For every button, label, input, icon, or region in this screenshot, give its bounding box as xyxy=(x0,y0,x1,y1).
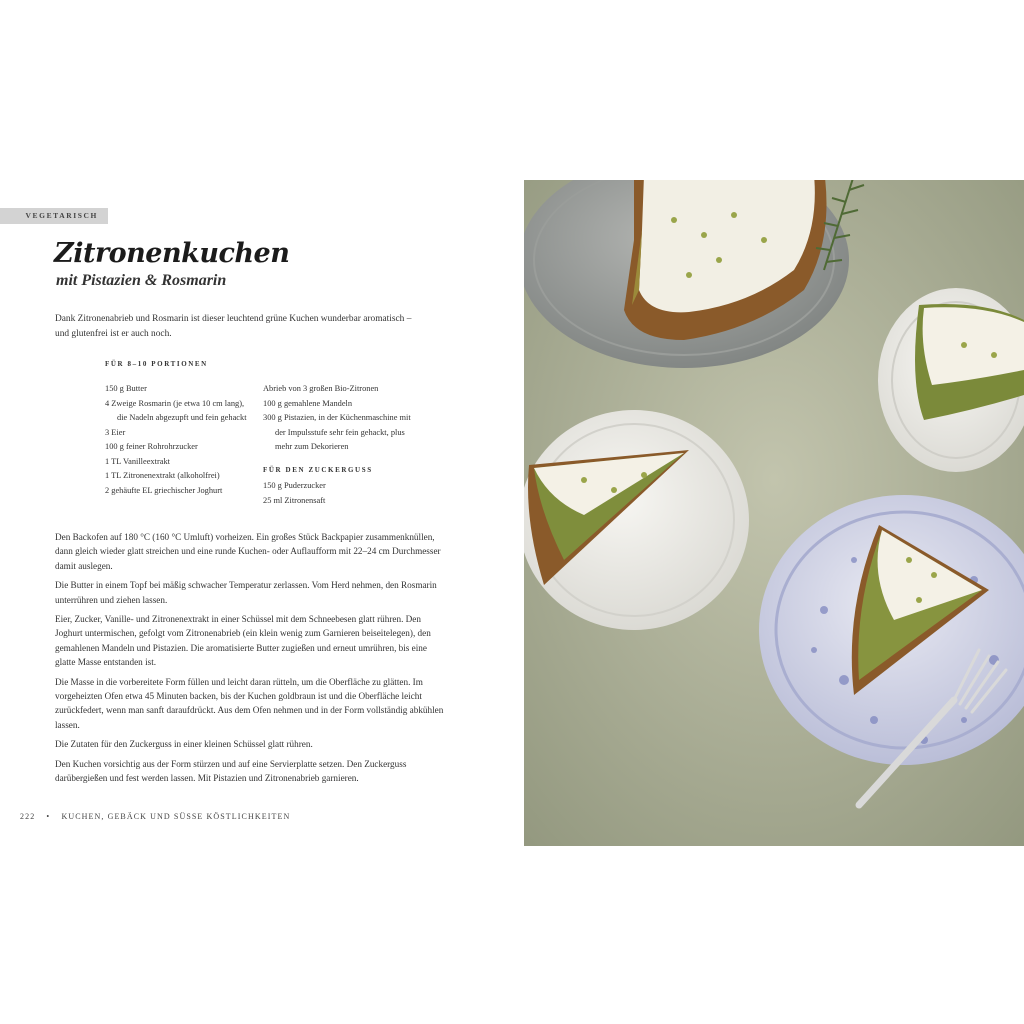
ingredient-item: 3 Eier xyxy=(105,427,126,437)
ingredient-item: 300 g Pistazien, in der Küchenmaschine mit der Impulsstufe sehr fein gehackt, plus mehr zum Dekorieren xyxy=(263,413,411,451)
ingredient-item: Abrieb von 3 großen Bio-Zitronen xyxy=(263,384,379,393)
ingredient-item: 4 Zweige Rosmarin (je etwa 10 cm lang), die Nadeln abgezupft und fein gehackt xyxy=(105,398,247,422)
glaze-heading: FÜR DEN ZUCKERGUSS xyxy=(263,466,373,474)
method-paragraph: Eier, Zucker, Vanille- und Zitronenextrakt in einer Schüssel mit dem Schneebesen glatt rühren. Den Joghurt untermischen, gefolgt vom Zitronenabrieb (ein klein wenig zum Garnieren beiseitelegen), den gemahlenen Mandeln und Pistazien. Die aromatisierte Butter zugießen und erneut umrühren, bis eine glatte Masse entstanden ist. xyxy=(55,614,431,668)
page-number: 222 xyxy=(20,812,36,821)
cake-photo xyxy=(524,180,1024,846)
method-paragraph: Die Masse in die vorbereitete Form füllen und leicht daran rütteln, um die Oberfläche zu glätten. Im vorgeheizten Ofen etwa 45 Minuten backen, bis der Kuchen goldbraun ist und die Oberfläche leicht zurückfedert, wenn man sanft daraufdrückt. Aus dem Ofen nehmen und in der Form vollständig abkühlen lassen. xyxy=(55,676,444,730)
ingredient-item: 100 g feiner Rohrohrzucker xyxy=(105,442,198,451)
ingredient-item: 1 TL Vanilleextrakt xyxy=(105,456,170,466)
method-paragraph: Den Backofen auf 180 °C (160 °C Umluft) vorheizen. Ein großes Stück Backpapier zusammenknüllen, dann gleich wieder glatt streichen und eine runde Kuchen- oder Auflaufform mit 22–24 cm Durchmesser damit auslegen. xyxy=(55,532,441,571)
recipe-subtitle: mit Pistazien & Rosmarin xyxy=(56,272,227,289)
ingredient-item: 1 TL Zitronenextrakt (alkoholfrei) xyxy=(105,471,220,480)
category-label: VEGETARISCH xyxy=(0,208,108,224)
recipe-intro: Dank Zitronenabrieb und Rosmarin ist dieser leuchtend grüne Kuchen wunderbar aromatisch – und glutenfrei ist er auch noch. xyxy=(55,314,412,339)
method-paragraph: Die Zutaten für den Zuckerguss in einer kleinen Schüssel glatt rühren. xyxy=(55,739,313,750)
recipe-title: Zitronenkuchen xyxy=(54,238,290,269)
ingredient-item: 150 g Puderzucker xyxy=(263,481,326,490)
ingredient-item: 25 ml Zitronensaft xyxy=(263,495,326,505)
dessert-plate-left xyxy=(524,410,749,630)
ingredient-list-left xyxy=(105,382,250,498)
cake-photo-illustration xyxy=(524,180,1024,846)
page-footer xyxy=(20,812,290,821)
servings-heading: FÜR 8–10 PORTIONEN xyxy=(105,360,208,368)
ingredient-list-right xyxy=(263,382,418,455)
ingredient-item: 2 gehäufte EL griechischer Joghurt xyxy=(105,485,223,495)
chapter-title: KUCHEN, GEBÄCK UND SÜSSE KÖSTLICHKEITEN xyxy=(61,812,291,821)
footer-separator: • xyxy=(46,812,51,821)
glaze-ingredient-list xyxy=(263,479,418,508)
method-paragraph: Den Kuchen vorsichtig aus der Form stürzen und auf eine Servierplatte setzen. Den Zuckerguss darübergießen und fest werden lassen. Mit Pistazien und Zitronenabrieb garnieren. xyxy=(55,758,407,784)
method-steps xyxy=(55,530,447,791)
method-paragraph: Die Butter in einem Topf bei mäßig schwacher Temperatur zerlassen. Vom Herd nehmen, den Rosmarin unterrühren und ziehen lassen. xyxy=(55,580,437,605)
ingredient-item: 150 g Butter xyxy=(105,384,147,393)
ingredient-item: 100 g gemahlene Mandeln xyxy=(263,398,353,408)
